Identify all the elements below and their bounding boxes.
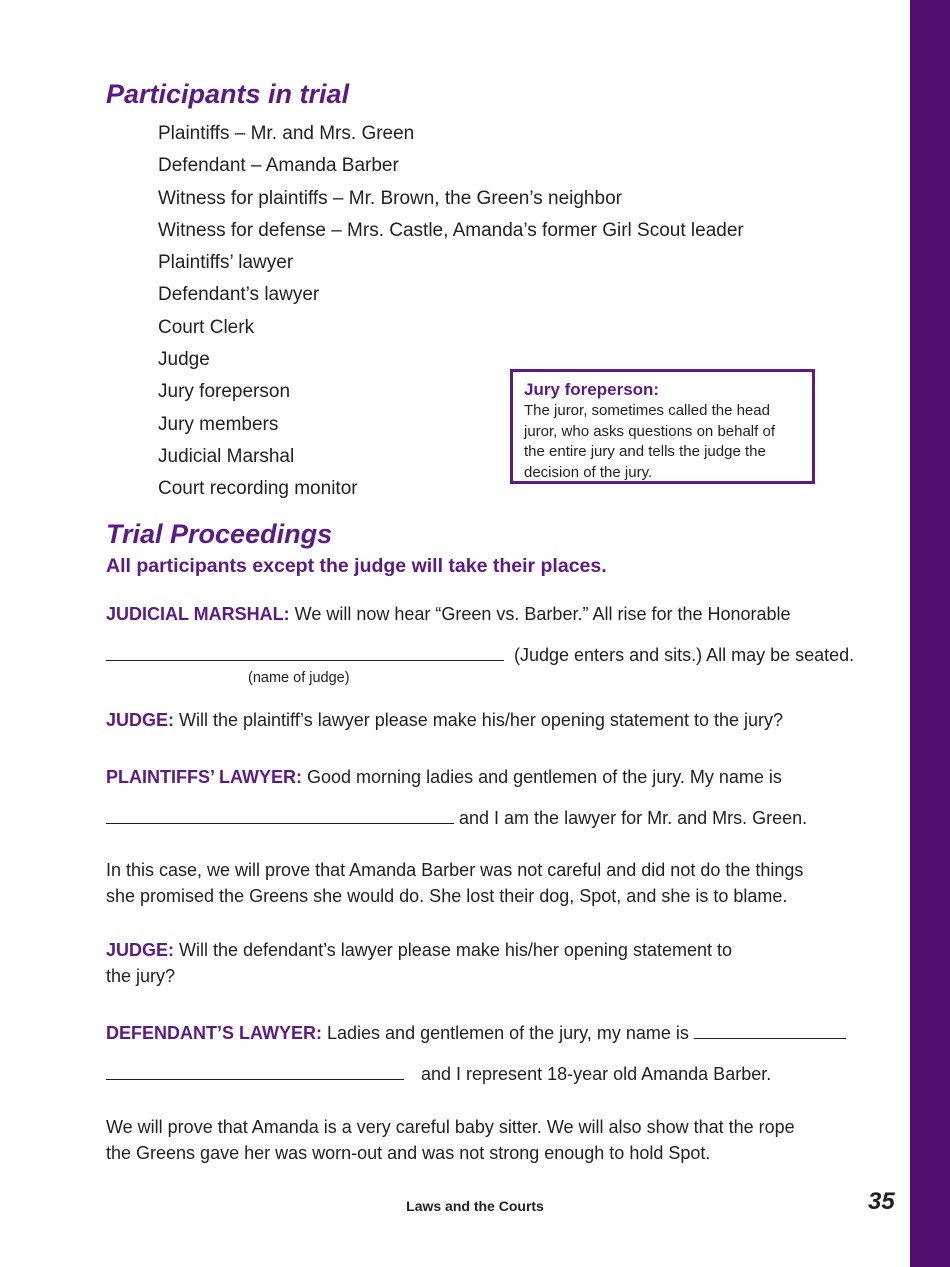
participant-item: Plaintiffs – Mr. and Mrs. Green: [158, 123, 415, 144]
defendant-lawyer-name-blank[interactable]: [694, 1021, 846, 1039]
judge-name-caption: (name of judge): [248, 670, 350, 686]
participant-item: Witness for plaintiffs – Mr. Brown, the Green’s neighbor: [158, 187, 622, 209]
callout-line: The juror, sometimes called the head: [524, 402, 770, 419]
participant-item: Jury members: [158, 413, 279, 435]
plaintiffs-lawyer-name-blank[interactable]: [106, 806, 454, 824]
speaker-defendants-lawyer: DEFENDANT’S LAWYER:: [106, 1023, 322, 1043]
callout-line: decision of the jury.: [524, 463, 653, 481]
speaker-judicial-marshal: JUDICIAL MARSHAL:: [106, 604, 290, 624]
footer-title: Laws and the Courts: [406, 1198, 544, 1214]
plaintiffs-text-2: and I am the lawyer for Mr. and Mrs. Green.: [459, 808, 808, 828]
speaker-plaintiffs-lawyer: PLAINTIFFS’ LAWYER:: [106, 767, 302, 787]
marshal-line: [106, 601, 791, 627]
paragraph-line: she promised the Greens she would do. She lost their dog, Spot, and she is to blame.: [106, 886, 788, 906]
defendant-lawyer-line-2: [106, 1061, 771, 1087]
participant-item: Jury foreperson: [158, 381, 291, 403]
participant-item: Defendant’s lawyer: [158, 284, 320, 306]
participant-item: Court recording monitor: [158, 478, 358, 500]
plaintiffs-lawyer-line-2: [106, 805, 807, 831]
callout-body: [524, 401, 802, 483]
participant-item: Judge: [158, 349, 210, 371]
callout-title: Jury foreperson:: [524, 380, 660, 399]
speaker-judge: JUDGE:: [106, 710, 175, 730]
judge-line-2: [106, 937, 732, 989]
callout-line: juror, who asks questions on behalf of: [524, 422, 775, 440]
defendant-text-1: Ladies and gentlemen of the jury, my name is: [322, 1023, 694, 1043]
marshal-line-2: [106, 642, 854, 668]
participant-item: Plaintiffs’ lawyer: [158, 252, 294, 274]
proceedings-subheading: All participants except the judge will take their places.: [106, 555, 607, 577]
defendant-lawyer-line: [106, 1020, 846, 1046]
participant-item: Court Clerk: [158, 316, 255, 338]
jury-foreperson-callout: [510, 369, 815, 484]
paragraph-line: In this case, we will prove that Amanda Barber was not careful and did not do the things: [106, 860, 804, 880]
marshal-text: We will now hear “Green vs. Barber.” All rise for the Honorable: [289, 604, 791, 624]
judge-text-2a: Will the defendant’s lawyer please make his/her opening statement to: [174, 940, 732, 960]
speaker-judge: JUDGE:: [106, 940, 175, 960]
marshal-text-2: (Judge enters and sits.) All may be seated.: [514, 645, 855, 665]
participant-item: Defendant – Amanda Barber: [158, 155, 399, 177]
purple-sidebar-band: [910, 0, 950, 1267]
paragraph-line: We will prove that Amanda is a very careful baby sitter. We will also show that the rope: [106, 1117, 795, 1137]
page-number: 35: [868, 1188, 895, 1215]
trial-proceedings-heading: Trial Proceedings: [106, 519, 333, 549]
judge-text-1: Will the plaintiff’s lawyer please make his/her opening statement to the jury?: [174, 710, 783, 730]
defendant-text-2: and I represent 18-year old Amanda Barber.: [421, 1064, 772, 1084]
callout-line: the entire jury and tells the judge the: [524, 443, 766, 460]
paragraph-line: the Greens gave her was worn-out and was not strong enough to hold Spot.: [106, 1143, 711, 1163]
defendant-lawyer-name-blank-2[interactable]: [106, 1062, 404, 1080]
participant-item: Judicial Marshal: [158, 445, 295, 467]
plaintiffs-paragraph: [106, 857, 803, 909]
participants-heading: Participants in trial: [106, 79, 350, 109]
plaintiffs-text-1: Good morning ladies and gentlemen of the jury. My name is: [302, 767, 782, 787]
judge-line-1: [106, 707, 783, 733]
judge-text-2b: the jury?: [106, 966, 176, 986]
judge-name-blank[interactable]: [106, 643, 504, 661]
participant-item: Witness for defense – Mrs. Castle, Amanda’s former Girl Scout leader: [158, 219, 744, 241]
plaintiffs-lawyer-line: [106, 764, 782, 790]
defendant-paragraph: [106, 1114, 795, 1166]
